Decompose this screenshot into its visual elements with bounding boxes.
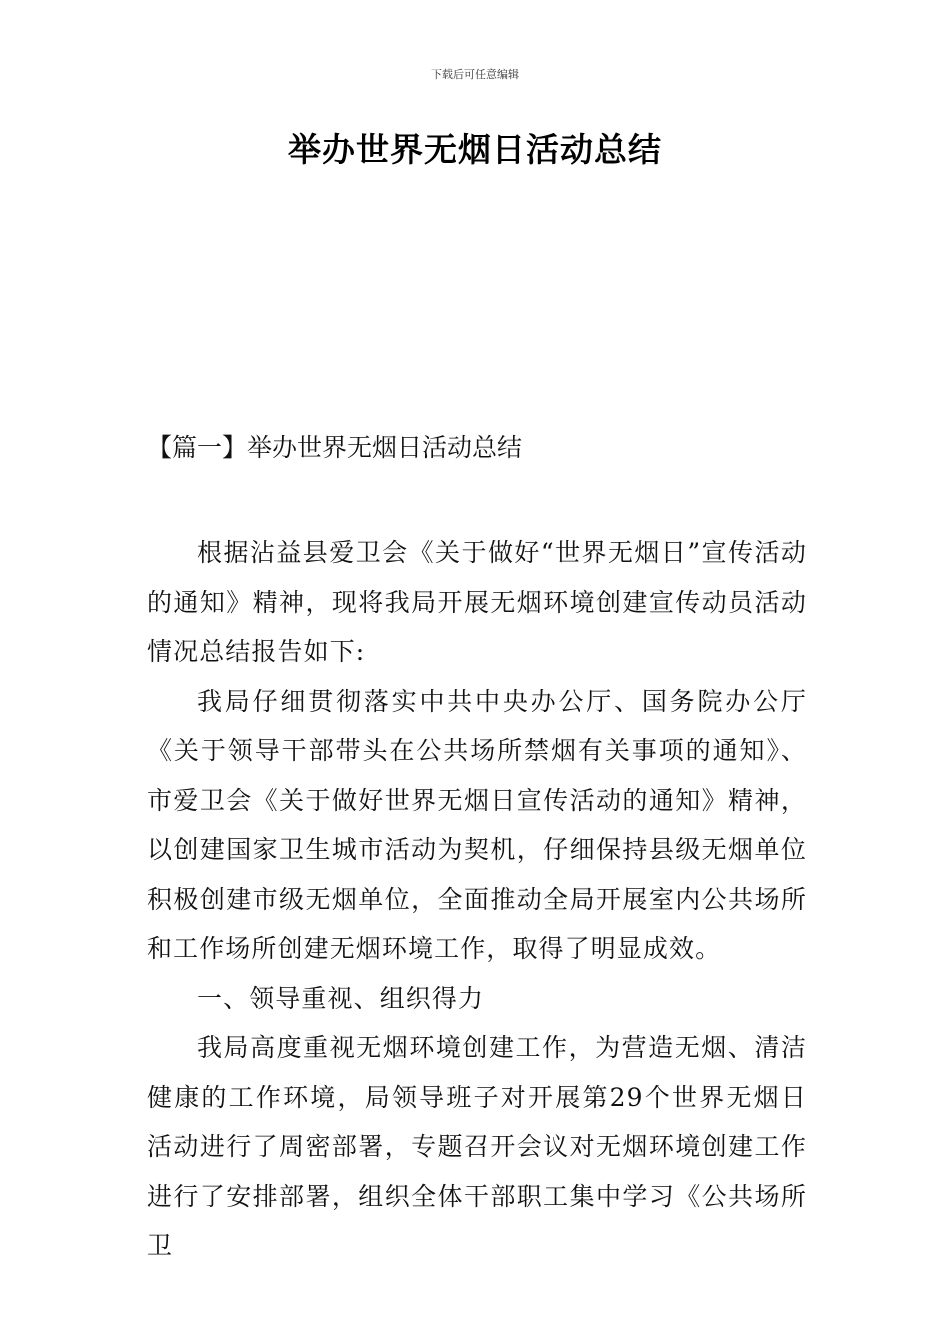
page-header-note: 下载后可任意编辑: [431, 68, 519, 81]
document-body: [147, 528, 807, 1271]
subheading-leadership: 一、领导重视、组织得力: [197, 983, 485, 1013]
paragraph-leadership: 我局高度重视无烟环境创建工作，为营造无烟、清洁健康的工作环境，局领导班子对开展第29个世界无烟日活动进行了周密部署，专题召开会议对无烟环境创建工作进行了安排部署，组织全体干部职工集中学习《公共场所卫: [147, 1033, 807, 1260]
paragraph-intro: 根据沾益县爱卫会《关于做好“世界无烟日”宣传活动的通知》精神，现将我局开展无烟环境创建宣传动员活动情况总结报告如下:: [147, 538, 807, 666]
paragraph-implementation: 我局仔细贯彻落实中共中央办公厅、国务院办公厅《关于领导干部带头在公共场所禁烟有关事项的通知》、市爱卫会《关于做好世界无烟日宣传活动的通知》精神，以创建国家卫生城市活动为契机，仔细保持县级无烟单位积极创建市级无烟单位，全面推动全局开展室内公共场所和工作场所创建无烟环境工作，取得了明显成效。: [147, 686, 807, 963]
document-title: 举办世界无烟日活动总结: [288, 130, 662, 169]
section-heading: 【篇一】举办世界无烟日活动总结: [147, 433, 523, 462]
